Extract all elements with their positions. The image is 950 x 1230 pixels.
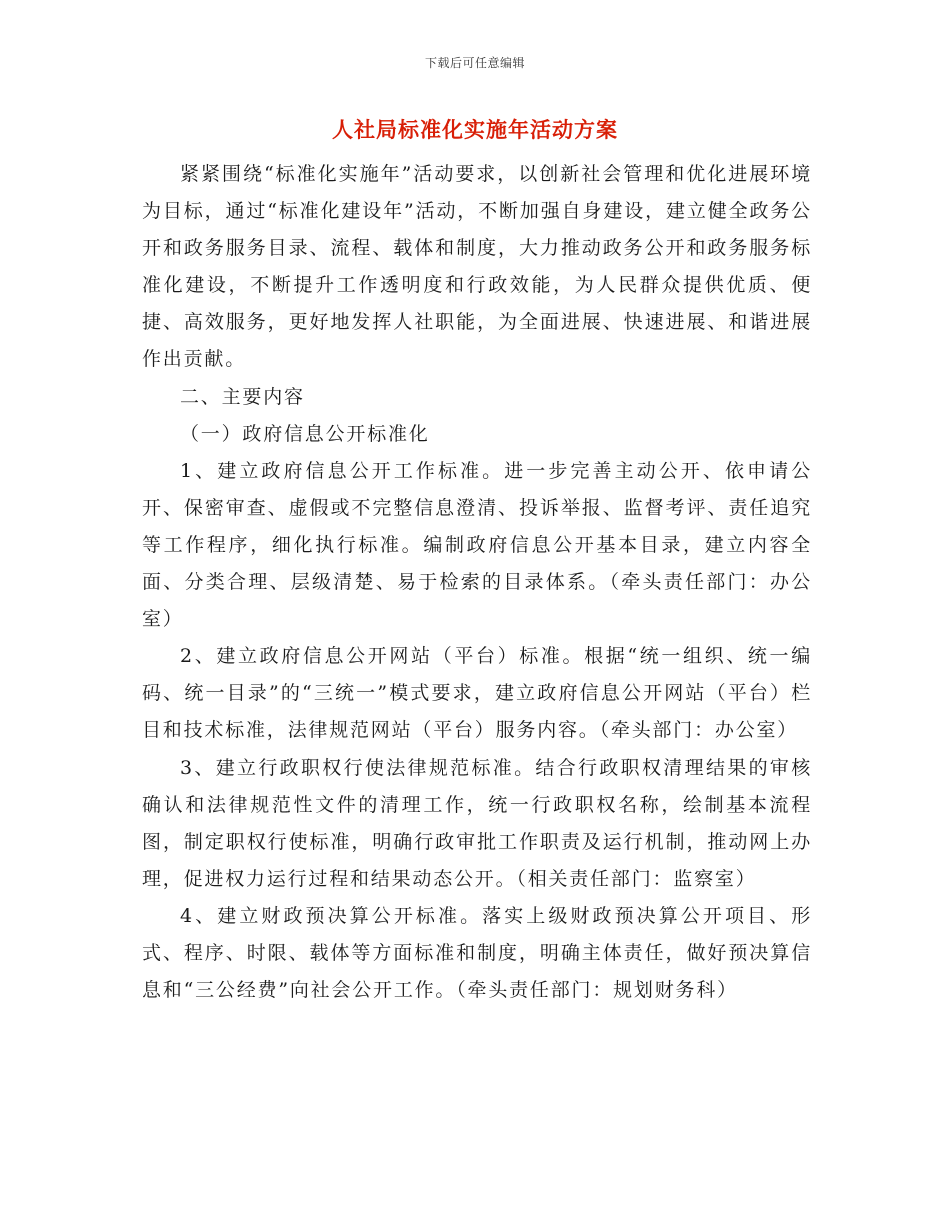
item-paragraph-2: 2、建立政府信息公开网站（平台）标准。根据“统一组织、统一编码、统一目录”的“三统一”模式要求，建立政府信息公开网站（平台）栏目和技术标准，法律规范网站（平台）服务内容。（牵头部门：办公室） <box>142 645 812 742</box>
intro-paragraph: 紧紧围绕“标准化实施年”活动要求，以创新社会管理和优化进展环境为目标，通过“标准化建设年”活动，不断加强自身建设，建立健全政务公开和政务服务目录、流程、载体和制度，大力推动政务公开和政务服务标准化建设，不断提升工作透明度和行政效能，为人民群众提供优质、便捷、高效服务，更好地发挥人社职能，为全面进展、快速进展、和谐进展作出贡献。 <box>142 163 812 371</box>
document-body <box>142 156 812 1009</box>
section-heading: 二、主要内容 <box>180 385 305 408</box>
item-paragraph-1: 1、建立政府信息公开工作标准。进一步完善主动公开、依申请公开、保密审查、虚假或不完整信息澄清、投诉举报、监督考评、责任追究等工作程序，细化执行标准。编制政府信息公开基本目录，建立内容全面、分类合理、层级清楚、易于检索的目录体系。（牵头责任部门：办公室） <box>142 459 812 631</box>
document-title: 人社局标准化实施年活动方案 <box>332 117 618 142</box>
item-paragraph-3: 3、建立行政职权行使法律规范标准。结合行政职权清理结果的审核确认和法律规范性文件的清理工作，统一行政职权名称，绘制基本流程图，制定职权行使标准，明确行政审批工作职责及运行机制，推动网上办理，促进权力运行过程和结果动态公开。（相关责任部门：监察室） <box>142 756 812 890</box>
subsection-heading: （一）政府信息公开标准化 <box>180 422 430 445</box>
header-note: 下载后可任意编辑 <box>424 56 525 70</box>
item-paragraph-4: 4、建立财政预决算公开标准。落实上级财政预决算公开项目、形式、程序、时限、载体等方面标准和制度，明确主体责任，做好预决算信息和“三公经费”向社会公开工作。（牵头责任部门：规划财务科） <box>142 904 812 1002</box>
